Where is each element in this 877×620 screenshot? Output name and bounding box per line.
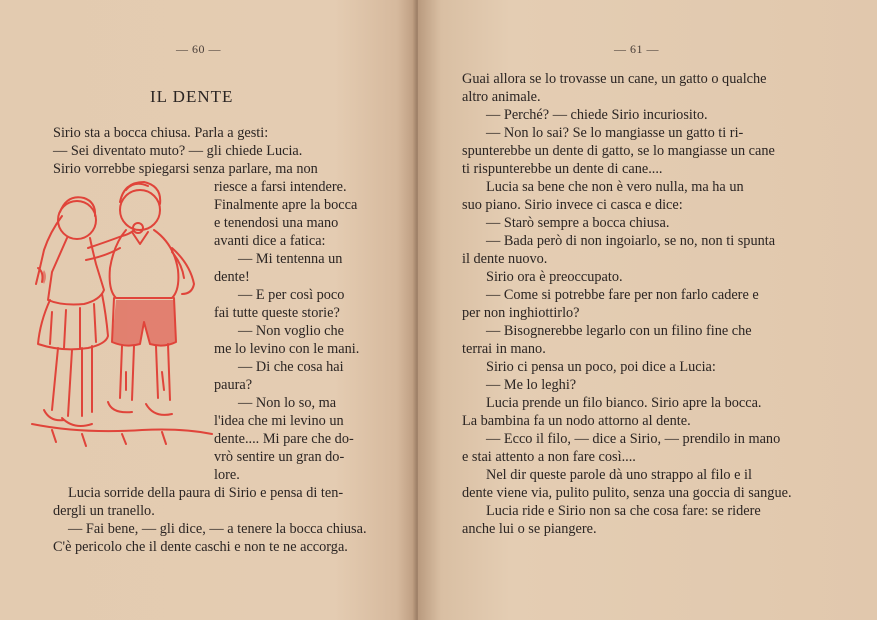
text-line: Finalmente apre la bocca (214, 197, 358, 213)
text-line: — Non lo so, ma (238, 395, 337, 411)
text-line: Lucia prende un filo bianco. Sirio apre la bocca. (486, 395, 762, 411)
text-line: — Di che cosa hai (238, 359, 344, 375)
text-line: — Non lo sai? Se lo mangiasse un gatto ti ri- (486, 125, 744, 141)
text-line: l'idea che mi levino un (214, 413, 344, 429)
text-line: — Perché? — chiede Sirio incuriosito. (486, 107, 708, 123)
text-line: Lucia sa bene che non è vero nulla, ma ha un (486, 179, 744, 195)
text-line: paura? (214, 377, 253, 393)
text-line: spunterebbe un dente di gatto, se lo mangiasse un cane (462, 143, 775, 159)
text-line: Sirio ora è preoccupato. (486, 269, 623, 285)
text-line: C'è pericolo che il dente caschi e non te ne accorga. (53, 539, 348, 555)
text-line: riesce a farsi intendere. (214, 179, 347, 195)
text-line: — Starò sempre a bocca chiusa. (486, 215, 670, 231)
text-line: — Ecco il filo, — dice a Sirio, — prendilo in mano (486, 431, 781, 447)
left-page-number: — 60 — (176, 42, 221, 56)
text-line: ti rispunterebbe un dente di cane.... (462, 161, 663, 177)
text-line: La bambina fa un nodo attorno al dente. (462, 413, 691, 429)
text-line: dente viene via, pulito pulito, senza una goccia di sangue. (462, 485, 792, 501)
text-line: fai tutte queste storie? (214, 305, 340, 321)
text-line: terrai in mano. (462, 341, 546, 357)
text-line: vrò sentire un gran do- (214, 449, 345, 465)
text-line: dergli un tranello. (53, 503, 155, 519)
text-line: Sirio ci pensa un poco, poi dice a Lucia: (486, 359, 716, 375)
text-line: — E per così poco (238, 287, 345, 303)
right-page (418, 0, 877, 620)
text-line: dente.... Mi pare che do- (214, 431, 354, 447)
text-line: avanti dice a fatica: (214, 233, 326, 249)
text-line: Sirio vorrebbe spiegarsi senza parlare, ma non (53, 161, 318, 177)
text-line: — Bada però di non ingoiarlo, se no, non ti spunta (486, 233, 776, 249)
text-line: — Mi tentenna un (238, 251, 343, 267)
children-illustration (22, 172, 214, 462)
right-page-number: — 61 — (614, 42, 659, 56)
text-line: per non inghiottirlo? (462, 305, 580, 321)
text-line: suo piano. Sirio invece ci casca e dice: (462, 197, 683, 213)
text-line: e tenendosi una mano (214, 215, 339, 231)
text-line: dente! (214, 269, 250, 285)
chapter-title: IL DENTE (150, 87, 234, 106)
text-line: Sirio sta a bocca chiusa. Parla a gesti: (53, 125, 269, 141)
text-line: — Fai bene, — gli dice, — a tenere la bocca chiusa. (68, 521, 367, 537)
text-line: Nel dir queste parole dà uno strappo al filo e il (486, 467, 753, 483)
text-line: Lucia sorride della paura di Sirio e pensa di ten- (68, 485, 344, 501)
text-line: e stai attento a non fare così.... (462, 449, 636, 465)
text-line: altro animale. (462, 89, 541, 105)
text-line: Guai allora se lo trovasse un cane, un gatto o qualche (462, 71, 767, 87)
text-line: anche lui o se piangere. (462, 521, 597, 537)
text-line: lore. (214, 467, 240, 483)
text-line: il dente nuovo. (462, 251, 548, 267)
text-line: — Non voglio che (238, 323, 345, 339)
text-line: — Come si potrebbe fare per non farlo cadere e (486, 287, 759, 303)
text-line: — Bisognerebbe legarlo con un filino fine che (486, 323, 752, 339)
text-line: Lucia ride e Sirio non sa che cosa fare: se ridere (486, 503, 761, 519)
left-page (0, 0, 418, 620)
text-line: — Me lo leghi? (486, 377, 577, 393)
text-line: — Sei diventato muto? — gli chiede Lucia. (53, 143, 303, 159)
text-line: me lo levino con le mani. (214, 341, 360, 357)
